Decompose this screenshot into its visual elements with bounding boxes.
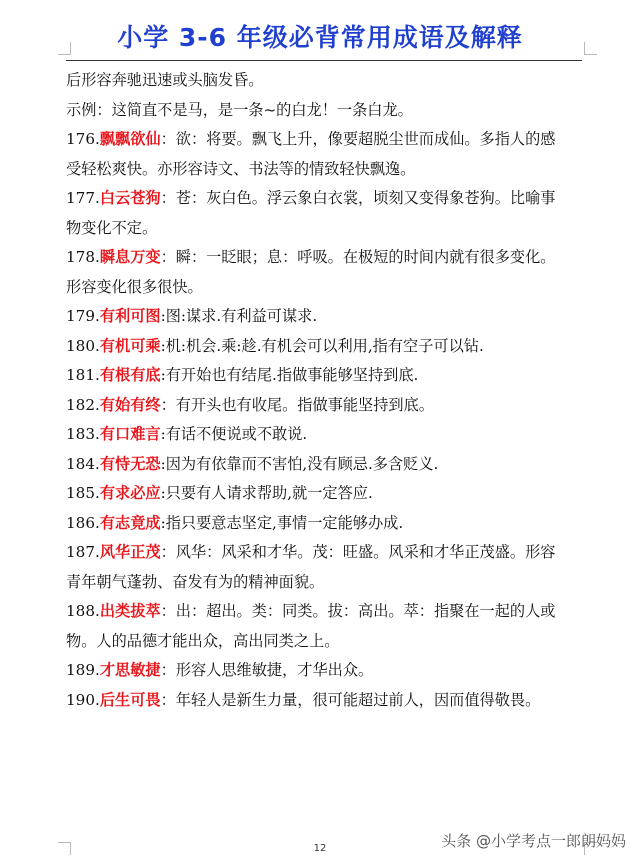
line-text: 形容变化很多很快。 [66, 277, 203, 296]
idiom-term: 有根有底 [99, 366, 161, 384]
idiom-entry [66, 125, 586, 155]
idiom-entry [66, 420, 586, 450]
idiom-term: 有利可图 [99, 307, 161, 325]
idiom-explanation: ：出：超出。类：同类。拔：高出。萃：指聚在一起的人或 [160, 602, 556, 620]
idiom-entry [66, 184, 586, 214]
page-number: 12 [313, 843, 327, 854]
entry-number: 184. [66, 454, 100, 473]
entry-number: 182. [66, 395, 100, 414]
entry-number: 180. [66, 336, 100, 355]
entry-number: 177. [66, 189, 100, 207]
idiom-entry [66, 243, 586, 273]
entry-number: 187. [66, 543, 100, 561]
idiom-term: 出类拔萃 [99, 602, 161, 620]
idiom-entry [66, 597, 586, 627]
idiom-explanation: :有开始也有结尾.指做事能够坚持到底. [160, 366, 419, 384]
idiom-term: 风华正茂 [99, 543, 161, 561]
entry-number: 179. [66, 307, 100, 325]
idiom-explanation: ：年轻人是新生力量，很可能超过前人，因而值得敬畏。 [160, 690, 541, 709]
idiom-explanation: :机:机会.乘:趁.有机会可以利用,指有空子可以钻. [160, 336, 484, 355]
idiom-entry [66, 656, 586, 686]
idiom-entry [66, 450, 586, 480]
idiom-explanation: ：有开头也有收尾。指做事能坚持到底。 [160, 395, 434, 414]
entry-number: 176. [66, 130, 100, 148]
idiom-term: 有求必应 [99, 484, 161, 502]
idiom-explanation: ：形容人思维敏捷，才华出众。 [160, 661, 374, 679]
line-text: 青年朝气蓬勃、奋发有为的精神面貌。 [66, 572, 325, 591]
idiom-explanation: :只要有人请求帮助,就一定答应. [160, 484, 373, 502]
idiom-list [66, 66, 586, 715]
text-line [66, 66, 586, 96]
text-line [66, 214, 586, 244]
idiom-entry [66, 686, 586, 716]
line-text: 物变化不定。 [66, 218, 158, 237]
watermark: 头条 @小学考点一郎朗妈妈 [441, 832, 626, 850]
idiom-explanation: :指只要意志坚定,事情一定能够办成. [160, 513, 404, 532]
entry-number: 186. [66, 513, 100, 532]
idiom-explanation: :图:谋求.有利益可谋求. [160, 307, 318, 325]
idiom-term: 才思敏捷 [99, 661, 161, 679]
idiom-term: 有志竟成 [99, 513, 161, 532]
idiom-term: 后生可畏 [99, 690, 161, 709]
line-text: 受轻松爽快。亦形容诗文、书法等的情致轻快飘逸。 [66, 159, 416, 178]
entry-number: 181. [66, 366, 100, 384]
idiom-term: 有机可乘 [99, 336, 161, 355]
idiom-entry [66, 538, 586, 568]
idiom-term: 瞬息万变 [99, 248, 161, 266]
idiom-explanation: ：苍：灰白色。浮云象白衣裳，顷刻又变得象苍狗。比喻事 [160, 189, 556, 207]
title-divider [66, 60, 582, 61]
idiom-entry [66, 302, 586, 332]
idiom-explanation: ：欲：将要。飘飞上升，像要超脱尘世而成仙。多指人的感 [160, 130, 556, 148]
idiom-explanation: ：瞬：一眨眼；息：呼吸。在极短的时间内就有很多变化。 [160, 248, 556, 266]
idiom-explanation: :有话不便说或不敢说. [160, 425, 308, 443]
idiom-entry [66, 509, 586, 539]
text-line [66, 568, 586, 598]
line-text: 物。人的品德才能出众，高出同类之上。 [66, 631, 340, 650]
idiom-explanation: ：风华：风采和才华。茂：旺盛。风采和才华正茂盛。形容 [160, 543, 556, 561]
text-line [66, 155, 586, 185]
line-text: 示例：这简直不是马，是一条~的白龙！一条白龙。 [66, 100, 413, 119]
idiom-term: 白云苍狗 [99, 189, 161, 207]
idiom-term: 飘飘欲仙 [99, 130, 161, 148]
idiom-term: 有恃无恐 [99, 454, 161, 473]
idiom-entry [66, 332, 586, 362]
idiom-entry [66, 391, 586, 421]
entry-number: 183. [66, 425, 100, 443]
entry-number: 189. [66, 661, 100, 679]
line-text: 后形容奔驰迅速或头脑发昏。 [66, 71, 264, 89]
entry-number: 188. [66, 602, 100, 620]
idiom-term: 有始有终 [99, 395, 161, 414]
idiom-explanation: :因为有依靠而不害怕,没有顾忌.多含贬义. [160, 454, 439, 473]
idiom-term: 有口难言 [99, 425, 161, 443]
entry-number: 178. [66, 248, 100, 266]
text-line [66, 627, 586, 657]
idiom-entry [66, 361, 586, 391]
text-line [66, 273, 586, 303]
entry-number: 185. [66, 484, 100, 502]
page-title: 小学 3-6 年级必背常用成语及解释 [117, 23, 523, 52]
entry-number: 190. [66, 690, 100, 709]
idiom-entry [66, 479, 586, 509]
text-line [66, 96, 586, 126]
